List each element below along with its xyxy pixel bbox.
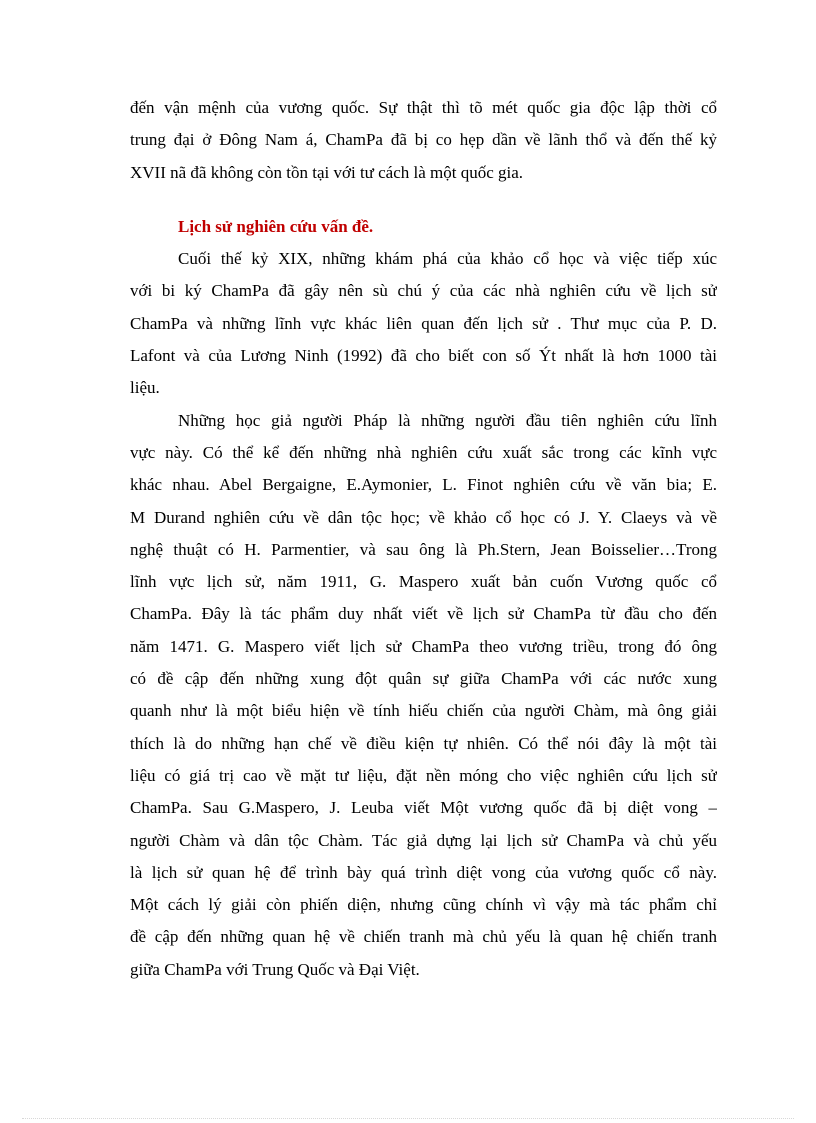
- paragraph-line: ChamPa. Sau G.Maspero, J. Leuba viết Một vương quốc đã bị diệt vong –: [130, 798, 717, 818]
- paragraph-line: nghệ thuật có H. Parmentier, và sau ông là Ph.Stern, Jean Boisselier…Trong: [130, 539, 717, 559]
- french-scholars-paragraph: [130, 405, 717, 986]
- paragraph-line: lĩnh vực lịch sử, năm 1911, G. Maspero xuất bản cuốn Vương quốc cổ: [130, 572, 717, 592]
- paragraph-line: có đề cập đến những xung đột quân sự giữa ChamPa với các nước xung: [130, 669, 717, 689]
- paragraph-spacer: [130, 189, 717, 211]
- paragraph-line: với bi ký ChamPa đã gây nên sù chú ý của các nhà nghiên cứu về lịch sử: [130, 281, 717, 301]
- intro-paragraph: [130, 92, 717, 189]
- paragraph-line: trung đại ở Đông Nam á, ChamPa đã bị co hẹp dần về lãnh thổ và đến thế kỷ: [130, 130, 717, 150]
- page-content: [130, 92, 717, 986]
- paragraph-line: Những học giả người Pháp là những người đầu tiên nghiên cứu lĩnh: [178, 410, 717, 430]
- paragraph-line: XVII nã đã không còn tồn tại với tư cách là một quốc gia.: [130, 162, 524, 182]
- paragraph-line: Một cách lý giải còn phiến diện, nhưng cũng chính vì vậy mà tác phẩm chỉ: [130, 895, 717, 915]
- paragraph-line: Lafont và của Lương Ninh (1992) đã cho biết con số Ýt nhất là hơn 1000 tài: [130, 346, 717, 366]
- paragraph-line: ChamPa và những lĩnh vực khác liên quan đến lịch sử . Thư mục của P. D.: [130, 313, 717, 333]
- paragraph-line: M Durand nghiên cứu về dân tộc học; về khảo cổ học có J. Y. Claeys và về: [130, 507, 717, 527]
- paragraph-line: quanh như là một biểu hiện về tính hiếu chiến của người Chàm, mà ông giải: [130, 701, 717, 721]
- paragraph-line: năm 1471. G. Maspero viết lịch sử ChamPa theo vương triều, trong đó ông: [130, 636, 717, 656]
- paragraph-line: đến vận mệnh của vương quốc. Sự thật thì tõ mét quốc gia độc lập thời cổ: [130, 98, 717, 117]
- paragraph-line: khác nhau. Abel Bergaigne, E.Aymonier, L. Finot nghiên cứu về văn bia; E.: [130, 475, 717, 495]
- paragraph-line: đề cập đến những quan hệ về chiến tranh mà chủ yếu là quan hệ chiến tranh: [130, 927, 717, 947]
- paragraph-line: thích là do những hạn chế về điều kiện tự nhiên. Có thể nói đây là một tài: [130, 733, 717, 753]
- research-history-paragraph: [130, 243, 717, 404]
- paragraph-line: Cuối thế kỷ XIX, những khám phá của khảo cổ học và việc tiếp xúc: [178, 249, 717, 269]
- paragraph-line: giữa ChamPa với Trung Quốc và Đại Việt.: [130, 959, 420, 979]
- paragraph-line: ChamPa. Đây là tác phẩm duy nhất viết về lịch sử ChamPa từ đầu cho đến: [130, 604, 717, 624]
- paragraph-line: người Chàm và dân tộc Chàm. Tác giả dựng lại lịch sử ChamPa và chủ yếu: [130, 830, 717, 850]
- paragraph-line: liệu.: [130, 378, 160, 398]
- paragraph-line: vực này. Có thể kể đến những nhà nghiên cứu xuất sắc trong các kĩnh vực: [130, 442, 717, 462]
- paragraph-line: liệu có giá trị cao về mặt tư liệu, đặt nền móng cho việc nghiên cứu lịch sử: [130, 765, 717, 785]
- paragraph-line: là lịch sử quan hệ để trình bày quá trình diệt vong của vương quốc cổ này.: [130, 862, 717, 882]
- page-bottom-divider: [22, 1118, 794, 1119]
- section-heading: Lịch sử nghiên cứu vấn đề.: [178, 216, 374, 236]
